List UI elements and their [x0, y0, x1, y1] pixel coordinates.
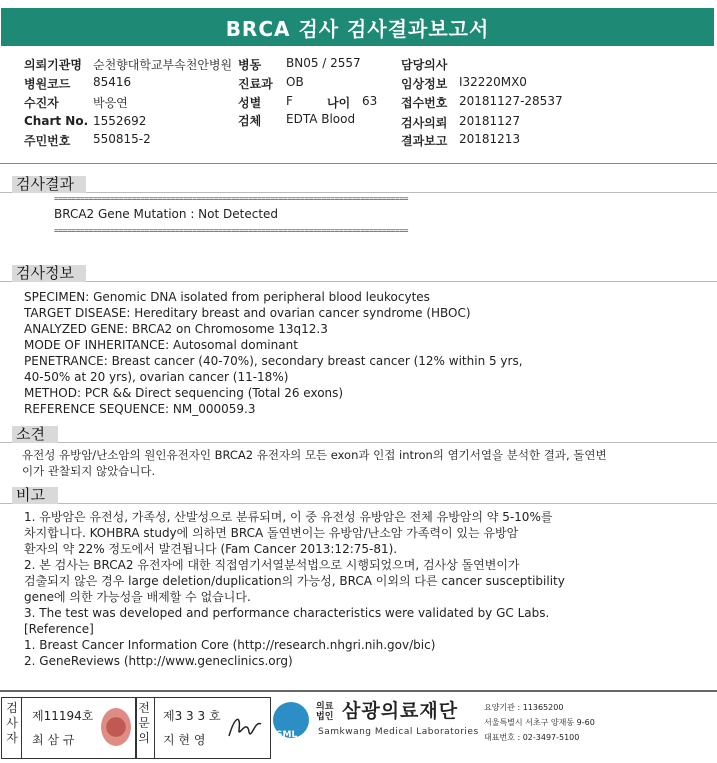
remarks-line: 차지합니다. KOHBRA study에 의하면 BRCA 돌연변이는 유방암/난소암 가족력이 있는 유방암: [24, 526, 519, 540]
hosp-code-value: 85416: [93, 75, 132, 89]
phone: 대표번호 : 02-3497-5100: [484, 733, 580, 742]
remarks-line: 2. 본 검사는 BRCA2 유전자에 대한 직접염기서열분석법으로 시행되었으며, 검사상 돌연변이가: [24, 558, 520, 572]
tester-vertical-label: 검사자: [6, 701, 18, 745]
remarks-line: 1. 유방암은 유전성, 가족성, 산발성으로 분류되며, 이 중 유전성 유방암은 전체 유방암의 약 5-10%를: [24, 510, 553, 524]
specialist-signature-box: [136, 697, 271, 759]
org-english-name: Samkwang Medical Laboratories: [318, 727, 479, 737]
remarks-line: [Reference]: [24, 622, 94, 636]
test-info-line: ANALYZED GENE: BRCA2 on Chromosome 13q12.3: [24, 322, 328, 336]
institution-code: 요양기관 : 11365200: [484, 703, 564, 712]
rrn-label: 주민번호: [24, 134, 71, 148]
org-name: 삼광의료재단: [342, 700, 459, 722]
age-value: 63: [362, 94, 378, 108]
institution-label: 의뢰기관명: [24, 58, 82, 72]
report-title: BRCA 검사 검사결과보고서: [1, 8, 714, 46]
remarks-line: 1. Breast Cancer Information Core (http://research.nhgri.nih.gov/bic): [24, 638, 436, 652]
clinical-value: I32220MX0: [459, 75, 527, 89]
remarks-line: 2. GeneReviews (http://www.geneclinics.org): [24, 654, 293, 668]
footer-divider: [0, 690, 717, 692]
org-prefix: 의료법인: [316, 702, 334, 722]
opinion-heading: 소견: [12, 426, 58, 443]
remarks-line: 환자의 약 22% 정도에서 발견됩니다 (Fam Cancer 2013:12:75-81).: [24, 542, 398, 556]
test-info-heading: 검사정보: [12, 265, 86, 282]
result-heading: 검사결과: [12, 176, 86, 193]
chart-value: 1552692: [93, 114, 147, 128]
request-label: 검사의뢰: [401, 116, 448, 130]
sex-value: F: [286, 94, 293, 108]
tester-name: 최 삼 규: [32, 733, 75, 747]
specimen-label: 검체: [238, 114, 262, 128]
specialist-name: 지 현 영: [163, 733, 206, 747]
address: 서울특별시 서초구 양재동 9-60: [484, 718, 595, 727]
test-info-line: PENETRANCE: Breast cancer (40-70%), secondary breast cancer (12% within 5 yrs,: [24, 354, 523, 368]
test-info-line: SPECIMEN: Genomic DNA isolated from peripheral blood leukocytes: [24, 290, 430, 304]
report-date-value: 20181213: [459, 132, 521, 146]
tester-signature-box: [1, 697, 136, 759]
sex-label: 성별: [238, 96, 262, 110]
doctor-label: 담당의사: [401, 58, 448, 72]
report-date-label: 결과보고: [401, 134, 448, 148]
test-info-line: REFERENCE SEQUENCE: NM_000059.3: [24, 402, 256, 416]
hosp-code-label: 병원코드: [24, 77, 71, 91]
test-info-line: MODE OF INHERITANCE: Autosomal dominant: [24, 338, 298, 352]
opinion-line: 이가 관찰되지 않았습니다.: [22, 464, 156, 478]
remarks-line: 검출되지 않은 경우 large deletion/duplication의 가능성, BRCA 이외의 다른 cancer susceptibility: [24, 574, 565, 588]
ward-label: 병동: [238, 58, 262, 72]
test-info-line: TARGET DISEASE: Hereditary breast and ovarian cancer syndrome (HBOC): [24, 306, 471, 320]
chart-label: Chart No.: [24, 114, 89, 128]
result-separator-top: ==================================================================================: [54, 194, 408, 203]
dept-label: 진료과: [238, 77, 273, 91]
section-underline: [0, 281, 717, 282]
receipt-value: 20181127-28537: [459, 94, 563, 108]
section-underline: [0, 503, 717, 504]
opinion-line: 유전성 유방암/난소암의 원인유전자인 BRCA2 유전자의 모든 exon과 인접 intron의 염기서열을 분석한 결과, 돌연변: [22, 448, 607, 462]
section-underline: [0, 442, 717, 443]
result-separator-bottom: ==================================================================================: [54, 226, 408, 235]
specialist-license: 제3 3 3 호: [163, 709, 221, 723]
remarks-line: gene에 의한 가능성을 배제할 수 없습니다.: [24, 590, 251, 604]
remarks-heading: 비고: [12, 487, 58, 504]
patient-label: 수진자: [24, 96, 59, 110]
signature-icon: [225, 710, 265, 744]
institution-value: 순천향대학교부속천안병원: [93, 58, 233, 72]
patient-value: 박응연: [93, 96, 128, 110]
ward-value: BN05 / 2557: [286, 56, 361, 70]
seal-stamp: [101, 708, 131, 746]
patient-info: [0, 54, 717, 154]
test-info-line: METHOD: PCR && Direct sequencing (Total 26 exons): [24, 386, 344, 400]
specialist-vertical-label: 전문의: [138, 701, 150, 745]
receipt-label: 접수번호: [401, 96, 448, 110]
request-value: 20181127: [459, 114, 521, 128]
rrn-value: 550815-2: [93, 132, 151, 146]
remarks-line: 3. The test was developed and performance characteristics were validated by GC Labs.: [24, 606, 550, 620]
age-label: 나이: [327, 96, 351, 110]
tester-license: 제11194호: [32, 709, 94, 723]
logo-text: SML: [276, 730, 298, 740]
test-info-line: 40-50% at 20 yrs), ovarian cancer (11-18%): [24, 370, 289, 384]
section-underline: [0, 192, 717, 193]
specimen-value: EDTA Blood: [286, 112, 356, 126]
divider: [0, 163, 717, 164]
clinical-label: 임상정보: [401, 77, 448, 91]
dept-value: OB: [286, 75, 304, 89]
result-text: BRCA2 Gene Mutation : Not Detected: [54, 207, 279, 221]
